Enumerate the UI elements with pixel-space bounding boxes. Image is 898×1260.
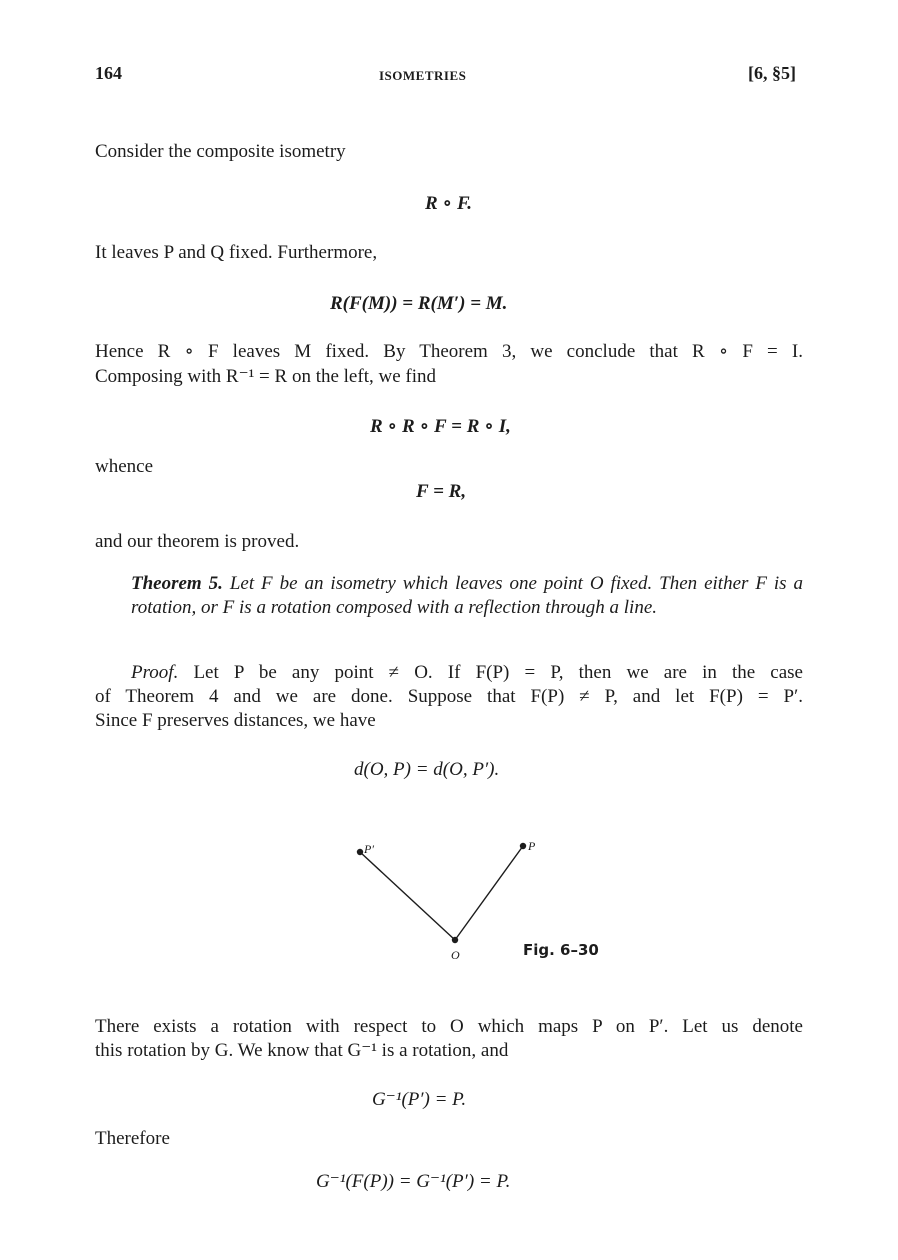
paragraph-consider: Consider the composite isometry <box>95 141 346 162</box>
figure-caption: Fig. 6–30 <box>523 941 599 959</box>
paragraph-rotation-line2: this rotation by G. We know that G⁻¹ is a rotation, and <box>95 1040 509 1061</box>
paragraph-therefore: Therefore <box>95 1128 170 1149</box>
equation-f-equals-r: F = R, <box>416 481 467 502</box>
label-o: O <box>451 948 460 962</box>
segment-o-p <box>455 846 523 940</box>
equation-r-r-f: R ∘ R ∘ F = R ∘ I, <box>370 416 511 437</box>
equation-distances: d(O, P) = d(O, P′). <box>354 759 500 780</box>
paragraph-hence-line2: Composing with R⁻¹ = R on the left, we find <box>95 366 436 387</box>
theorem-text: Let F be an isometry which leaves one point O fixed. Then either F is a rotation, or F is a rotation composed with a reflection through a line. <box>131 573 803 618</box>
theorem-5-statement <box>131 572 803 620</box>
paragraph-whence: whence <box>95 456 154 477</box>
point-o <box>452 937 458 943</box>
label-p: P <box>528 839 536 853</box>
section-reference: [6, §5] <box>748 63 796 83</box>
label-p-prime: P′ <box>364 842 374 856</box>
proof-line2: of Theorem 4 and we are done. Suppose that F(P) ≠ P, and let F(P) = P′. <box>95 686 803 707</box>
paragraph-rotation-line1: There exists a rotation with respect to O which maps P on P′. Let us denote <box>95 1016 803 1037</box>
point-p <box>520 843 526 849</box>
theorem-label: Theorem 5. <box>131 573 223 594</box>
running-title: ISOMETRIES <box>379 68 467 83</box>
point-p-prime <box>357 849 363 855</box>
paragraph-hence-line1: Hence R ∘ F leaves M fixed. By Theorem 3, we conclude that R ∘ F = I. <box>95 341 803 362</box>
page-number: 164 <box>95 63 122 83</box>
proof-label: Proof. <box>131 662 179 683</box>
equation-composite: R ∘ F. <box>425 193 472 214</box>
proof-line3: Since F preserves distances, we have <box>95 710 376 731</box>
equation-r-f-m: R(F(M)) = R(M′) = M. <box>330 293 508 314</box>
equation-g-inverse: G⁻¹(P′) = P. <box>372 1089 467 1110</box>
paragraph-leaves-fixed: It leaves P and Q fixed. Furthermore, <box>95 242 378 263</box>
paragraph-theorem-proved: and our theorem is proved. <box>95 531 300 552</box>
segment-o-p-prime <box>360 852 455 940</box>
proof-line1-text: Let P be any point ≠ O. If F(P) = P, then we are in the case <box>193 662 803 683</box>
proof-line1 <box>131 661 803 685</box>
equation-g-inverse-f: G⁻¹(F(P)) = G⁻¹(P′) = P. <box>316 1171 511 1192</box>
